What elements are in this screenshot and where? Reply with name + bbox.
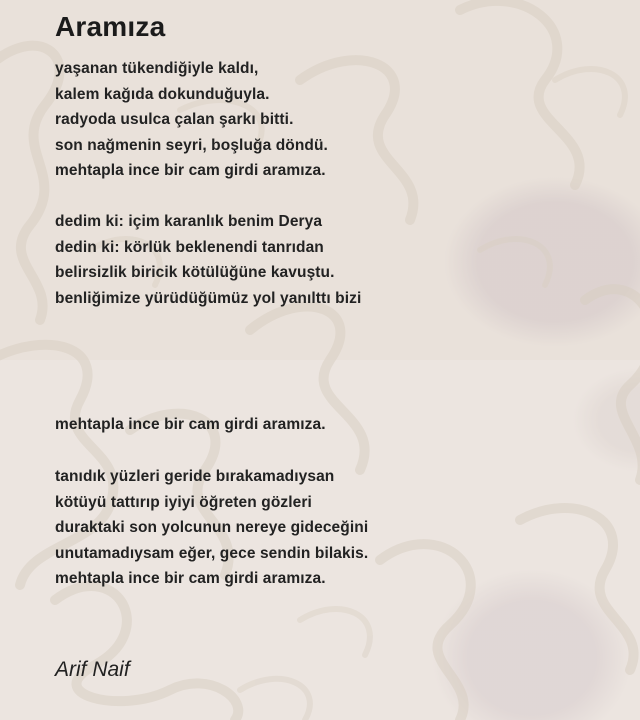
poem-line: benliğimize yürüdüğümüz yol yanılttı bizi	[55, 289, 362, 307]
poem-line: tanıdık yüzleri geride bırakamadıysan	[55, 468, 335, 485]
poem-stanza-1	[55, 56, 328, 184]
poem-line: unutamadıysam eğer, gece sendin bilakis.	[55, 544, 369, 562]
poem-line: kötüyü tattırıp iyiyi öğreten gözleri	[55, 493, 312, 511]
poem-line: dedim ki: içim karanlık benim Derya	[55, 213, 323, 230]
poem-line: mehtapla ince bir cam girdi aramıza.	[55, 416, 326, 433]
poem-line: radyoda usulca çalan şarkı bitti.	[55, 111, 294, 128]
poem-line: duraktaki son yolcunun nereye gideceğini	[55, 519, 369, 536]
poem-line: mehtapla ince bir cam girdi aramıza.	[55, 570, 326, 587]
poem-line: dedin ki: körlük beklenendi tanrıdan	[55, 238, 324, 256]
poem-line: son nağmenin seyri, boşluğa döndü.	[55, 136, 328, 154]
poem-stanza-3	[55, 464, 368, 592]
poem-line: belirsizlik biricik kötülüğüne kavuştu.	[55, 264, 335, 281]
poem-line: kalem kağıda dokunduğuyla.	[55, 85, 270, 103]
poem-title: Aramıza	[55, 11, 166, 42]
poem-line: mehtapla ince bir cam girdi aramıza.	[55, 162, 326, 179]
poem-stanza-2	[55, 209, 361, 311]
poem-line: yaşanan tükendiğiyle kaldı,	[55, 60, 259, 77]
poem-refrain-line	[55, 412, 326, 438]
poem-author: Arif Naif	[55, 658, 130, 681]
